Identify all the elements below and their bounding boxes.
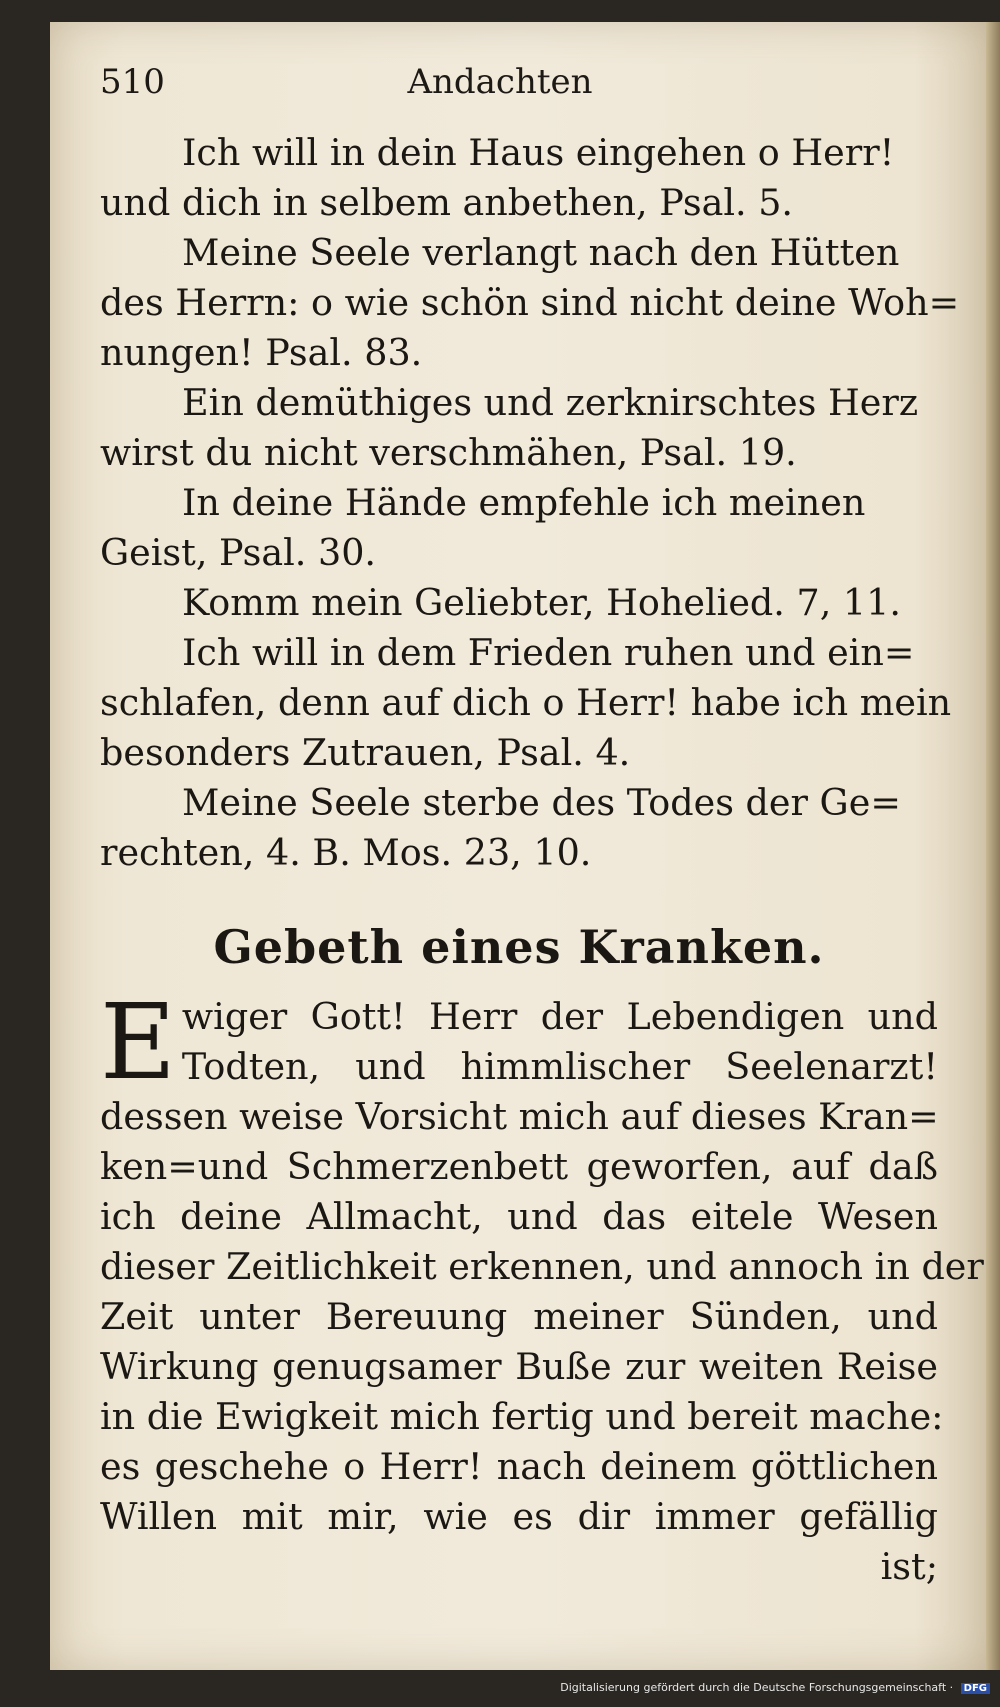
prayer-text bbox=[100, 981, 984, 1542]
running-title: Andachten bbox=[407, 62, 593, 102]
prayer-line: dieser Zeitlichkeit erkennen, und annoch in der bbox=[100, 1245, 984, 1288]
section-title: Gebeth eines Kranken. bbox=[213, 920, 825, 974]
verse-line: des Herrn: o wie schön sind nicht deine Woh= bbox=[100, 281, 960, 324]
verse-list bbox=[100, 128, 960, 878]
verse-line: wirst du nicht verschmähen, Psal. 19. bbox=[100, 431, 797, 474]
prayer-line: ken=und Schmerzenbett geworfen, auf daß bbox=[100, 1145, 938, 1188]
verse-line: Ich will in dem Frieden ruhen und ein= bbox=[182, 631, 915, 674]
prayer-line: dessen weise Vorsicht mich auf dieses Kran= bbox=[100, 1095, 939, 1138]
page-number: 510 bbox=[100, 62, 165, 102]
prayer-line: ich deine Allmacht, und das eitele Wesen bbox=[100, 1195, 938, 1238]
dfg-logo: DFG bbox=[961, 1683, 990, 1694]
prayer-line: Willen mit mir, wie es dir immer gefällig bbox=[100, 1495, 938, 1538]
catchword: ist; bbox=[880, 1545, 938, 1588]
prayer-line: Todten, und himmlischer Seelenarzt! bbox=[181, 1045, 938, 1088]
footer-credit: Digitalisierung gefördert durch die Deutsche Forschungsgemeinschaft · bbox=[560, 1681, 954, 1694]
prayer-line: in die Ewigkeit mich fertig und bereit mache: bbox=[100, 1395, 944, 1438]
verse-line: Meine Seele sterbe des Todes der Ge= bbox=[182, 781, 901, 824]
prayer-line: Zeit unter Bereuung meiner Sünden, und bbox=[100, 1295, 938, 1338]
verse-line: Ich will in dein Haus eingehen o Herr! bbox=[182, 131, 895, 174]
prayer-line: es geschehe o Herr! nach deinem göttlichen bbox=[100, 1445, 938, 1488]
verse-line: und dich in selbem anbethen, Psal. 5. bbox=[100, 181, 794, 224]
verse-line: In deine Hände empfehle ich meinen bbox=[182, 481, 866, 524]
verse-line: rechten, 4. B. Mos. 23, 10. bbox=[100, 831, 592, 874]
verse-line: Ein demüthiges und zerknirschtes Herz bbox=[182, 381, 919, 424]
verse-line: Meine Seele verlangt nach den Hütten bbox=[182, 231, 900, 274]
verse-line: schlafen, denn auf dich o Herr! habe ich mein bbox=[100, 681, 952, 724]
verse-line: Geist, Psal. 30. bbox=[100, 531, 377, 574]
digitization-footer bbox=[0, 1681, 1000, 1701]
page-header bbox=[100, 62, 900, 110]
verse-line: Komm mein Geliebter, Hohelied. 7, 11. bbox=[182, 581, 901, 624]
verse-line: nungen! Psal. 83. bbox=[100, 331, 423, 374]
prayer-line: Wirkung genugsamer Buße zur weiten Reise bbox=[100, 1345, 938, 1388]
page-edge bbox=[986, 22, 1000, 1670]
page-body bbox=[100, 128, 984, 1592]
drop-cap: E bbox=[100, 981, 176, 1103]
verse-line: besonders Zutrauen, Psal. 4. bbox=[100, 731, 631, 774]
prayer-line: wiger Gott! Herr der Lebendigen und bbox=[181, 995, 938, 1038]
